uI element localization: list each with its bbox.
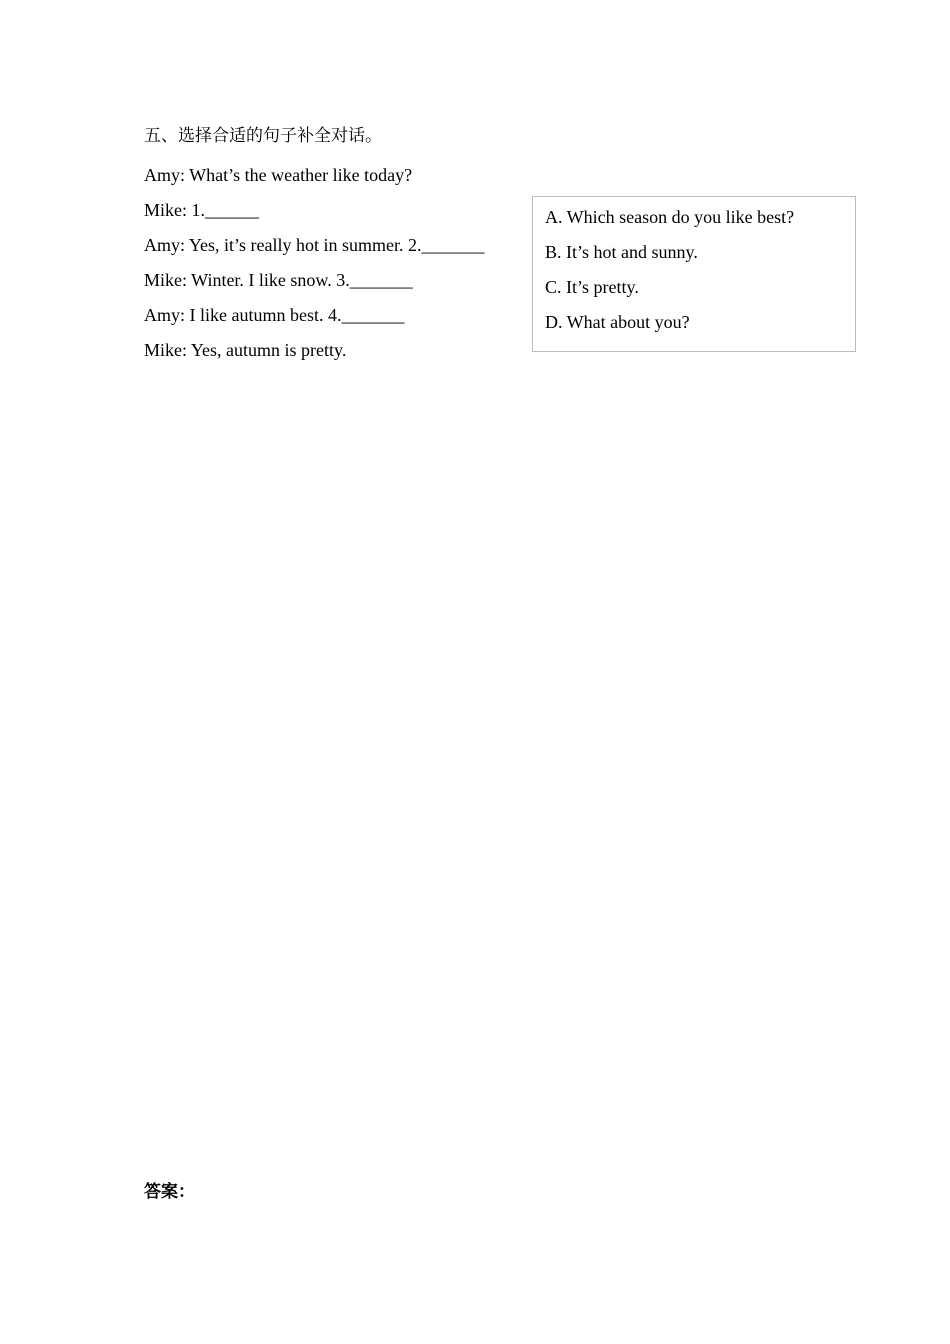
option-a: A. Which season do you like best? (545, 207, 795, 227)
dialogue-line-3: Amy: Yes, it’s really hot in summer. 2._______ (144, 235, 485, 255)
option-d: D. What about you? (545, 312, 690, 332)
answer-label: 答案： (144, 1182, 195, 1202)
option-c: C. It’s pretty. (545, 277, 639, 297)
options-box (532, 196, 856, 352)
dialogue-line-1: Amy: What’s the weather like today? (144, 165, 413, 185)
dialogue-line-4: Mike: Winter. I like snow. 3._______ (144, 270, 413, 290)
dialogue-line-2: Mike: 1.______ (144, 200, 259, 220)
option-b: B. It’s hot and sunny. (545, 242, 698, 262)
dialogue-line-6: Mike: Yes, autumn is pretty. (144, 340, 347, 360)
dialogue-line-5: Amy: I like autumn best. 4._______ (144, 305, 405, 325)
dialogue (144, 158, 485, 368)
section-title: 五、选择合适的句子补全对话。 (144, 126, 382, 146)
